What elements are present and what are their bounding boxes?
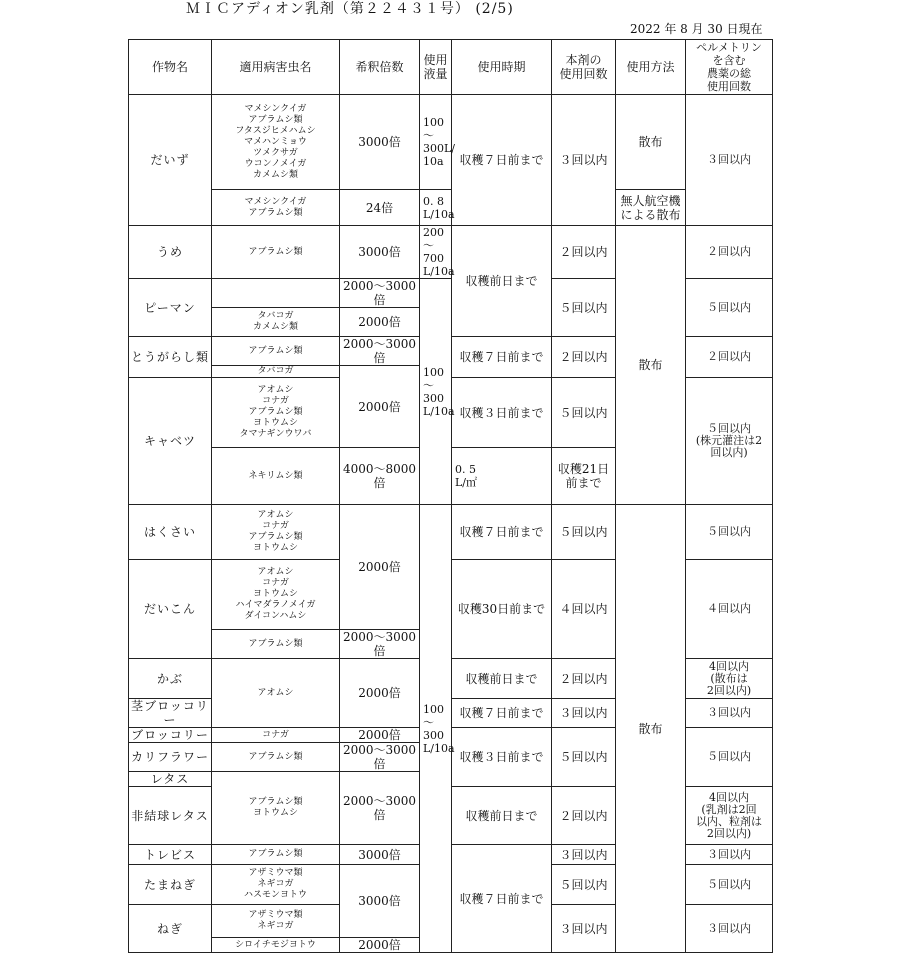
count-cell: ５回以内	[552, 728, 616, 787]
dilution-cell: 2000～3000倍	[340, 772, 420, 845]
count-cell: ５回以内	[552, 505, 616, 560]
pest-name: コナガ	[262, 729, 289, 740]
dilution-cell: 2000～3000倍	[340, 630, 420, 659]
pest-cell	[212, 659, 340, 728]
col-header-dilution: 希釈倍数	[340, 40, 420, 95]
timing-cell: 収穫前日まで	[452, 787, 552, 845]
timing-cell: 収穫21日前まで	[552, 448, 616, 505]
timing-cell: 収穫７日前まで	[452, 95, 552, 226]
crop-cell: カリフラワー	[129, 743, 212, 772]
pest-cell	[212, 938, 340, 953]
pest-name: ツメクサガ	[253, 147, 298, 158]
crop-cell: うめ	[129, 226, 212, 279]
method-cell: 散布	[616, 95, 686, 190]
dilution-cell: 3000倍	[340, 95, 420, 190]
total-count-cell: 4回以内 (乳剤は2回 以内、粒剤は 2回以内)	[686, 787, 773, 845]
dilution-cell: 24倍	[340, 190, 420, 226]
pest-name: シロイチモジヨトウ	[235, 939, 316, 950]
pest-name: アオムシ	[257, 687, 294, 698]
pest-cell	[212, 845, 340, 865]
pest-name: ネギコガ	[257, 921, 294, 931]
pest-name: アブラムシ類	[248, 532, 303, 542]
method-cell: 無人航空機 による散布	[616, 190, 686, 226]
total-count-cell: ３回以内	[686, 699, 773, 728]
pest-name: ヨトウムシ	[253, 543, 298, 553]
timing-cell: 収穫前日まで	[452, 659, 552, 699]
col-header-crop: 作物名	[129, 40, 212, 95]
timing-cell: 収穫７日前まで	[452, 699, 552, 728]
timing-cell: 収穫30日前まで	[452, 560, 552, 659]
pest-cell	[212, 378, 340, 448]
dilution-cell: 2000倍	[340, 505, 420, 630]
total-count-cell: ４回以内	[686, 560, 773, 659]
document-title: ＭＩＣアディオン乳剤（第２２４３１号） (2/5)	[186, 1, 514, 17]
volume-cell: 0. 8 L/10a	[420, 190, 452, 226]
col-header-method: 使用方法	[616, 40, 686, 95]
pest-name: ダイコンハムシ	[244, 611, 307, 621]
pest-name: コナガ	[262, 578, 289, 588]
pest-name: アザミウマ類	[248, 868, 303, 878]
pest-name: ヨトウムシ	[253, 808, 298, 818]
total-count-cell: ３回以内	[686, 95, 773, 226]
count-cell: ２回以内	[552, 337, 616, 378]
pest-cell	[212, 308, 340, 337]
pest-name: ハスモンヨトウ	[243, 890, 307, 900]
total-count-cell: ３回以内	[686, 905, 773, 953]
volume-cell: 0. 5 L/㎡	[452, 448, 552, 505]
dilution-cell: 2000～3000倍	[340, 743, 420, 772]
count-cell: ５回以内	[552, 378, 616, 448]
pest-name: アブラムシ類	[248, 246, 303, 257]
timing-cell: 収穫前日まで	[452, 226, 552, 337]
pest-cell	[212, 226, 340, 279]
pest-name: ヨトウムシ	[253, 418, 298, 428]
pest-name: カメムシ類	[252, 169, 298, 180]
timing-cell: 収穫７日前まで	[452, 505, 552, 560]
total-count-cell: ５回以内	[686, 865, 773, 905]
dilution-cell: 2000～3000倍	[340, 279, 420, 308]
pest-name: フタスジヒメハムシ	[235, 125, 316, 136]
pest-name: マメハンミョウ	[244, 136, 307, 147]
volume-cell: 100～ 300L/ 10a	[420, 95, 452, 190]
total-count-cell: ５回以内 (株元灌注は2 回以内)	[686, 378, 773, 505]
volume-cell: 100～ 300 L/10a	[420, 505, 452, 953]
pest-name: アブラムシ類	[248, 114, 303, 125]
count-cell: ４回以内	[552, 560, 616, 659]
dilution-cell: 4000～8000倍	[340, 448, 420, 505]
count-cell: ２回以内	[552, 787, 616, 845]
pest-cell	[212, 279, 340, 308]
pest-name: マメシンクイガ	[244, 196, 307, 207]
total-count-cell: ２回以内	[686, 337, 773, 378]
dilution-cell: 2000倍	[340, 308, 420, 337]
pest-name: アブラムシ類	[248, 797, 303, 807]
application-table	[128, 39, 773, 953]
volume-cell: 100～ 300 L/10a	[420, 279, 452, 505]
pest-cell	[212, 728, 340, 743]
col-header-volume: 使用 液量	[420, 40, 452, 95]
total-count-cell: ２回以内	[686, 226, 773, 279]
crop-cell: だいこん	[129, 560, 212, 659]
pest-name: カメムシ類	[252, 322, 298, 332]
method-cell: 散布	[616, 505, 686, 953]
pest-cell	[212, 905, 340, 938]
pest-name: アブラムシ類	[248, 345, 303, 356]
crop-cell: だいず	[129, 95, 212, 226]
pest-cell	[212, 865, 340, 905]
dilution-cell: 2000倍	[340, 366, 420, 448]
dilution-cell: 2000～3000倍	[340, 337, 420, 366]
crop-cell: たまねぎ	[129, 865, 212, 905]
dilution-cell: 3000倍	[340, 845, 420, 865]
crop-cell: キャベツ	[129, 378, 212, 505]
pest-name: アブラムシ類	[248, 638, 303, 649]
timing-cell: 収穫３日前まで	[452, 728, 552, 787]
pest-cell	[212, 630, 340, 659]
col-header-count: 本剤の 使用回数	[552, 40, 616, 95]
pest-name: ヨトウムシ	[253, 589, 298, 599]
count-cell: ５回以内	[552, 865, 616, 905]
crop-cell: ピーマン	[129, 279, 212, 337]
col-header-pest: 適用病害虫名	[212, 40, 340, 95]
pest-cell	[212, 448, 340, 505]
pest-name: マメシンクイガ	[244, 103, 307, 114]
pest-name: アザミウマ類	[248, 910, 303, 920]
pest-cell	[212, 366, 340, 378]
pest-name: タバコガ	[257, 311, 294, 321]
dilution-cell: 2000倍	[340, 659, 420, 728]
method-cell: 散布	[616, 226, 686, 505]
pest-cell	[212, 505, 340, 560]
count-cell: ３回以内	[552, 905, 616, 953]
pest-name: アオムシ	[257, 510, 294, 520]
pest-cell	[212, 560, 340, 630]
total-count-cell: 4回以内 (散布は 2回以内)	[686, 659, 773, 699]
total-count-cell: ５回以内	[686, 279, 773, 337]
crop-cell: とうがらし類	[129, 337, 212, 378]
pest-name: コナガ	[262, 521, 289, 531]
crop-cell: レタス	[129, 772, 212, 787]
pest-name: コナガ	[262, 396, 289, 406]
count-cell: ３回以内	[552, 95, 616, 226]
crop-cell: かぶ	[129, 659, 212, 699]
pest-name: アオムシ	[257, 385, 294, 395]
crop-cell: トレビス	[129, 845, 212, 865]
pest-name: ネギコガ	[257, 879, 294, 889]
count-cell: ２回以内	[552, 659, 616, 699]
col-header-total-count: ペルメトリン を含む 農薬の総 使用回数	[686, 40, 773, 95]
count-cell: ３回以内	[552, 845, 616, 865]
pest-cell	[212, 772, 340, 845]
pest-cell	[212, 337, 340, 366]
crop-cell: ねぎ	[129, 905, 212, 953]
pest-name: アブラムシ類	[248, 207, 303, 218]
volume-cell: 200～ 700 L/10a	[420, 226, 452, 279]
total-count-cell: ３回以内	[686, 845, 773, 865]
as-of-date: 2022 年 8 月 30 日現在	[630, 22, 763, 36]
pest-name: アオムシ	[257, 567, 294, 577]
pest-name: アブラムシ類	[248, 407, 303, 417]
pest-name: ネキリムシ類	[248, 470, 303, 481]
col-header-timing: 使用時期	[452, 40, 552, 95]
dilution-cell: 3000倍	[340, 226, 420, 279]
crop-cell: はくさい	[129, 505, 212, 560]
count-cell: ２回以内	[552, 226, 616, 279]
pest-name: タバコガ	[257, 366, 294, 376]
pest-name: アブラムシ類	[248, 849, 303, 859]
pest-name: タマナギンウワバ	[239, 429, 312, 439]
total-count-cell: ５回以内	[686, 505, 773, 560]
crop-cell: ブロッコリー	[129, 728, 212, 743]
timing-cell: 収穫７日前まで	[452, 337, 552, 378]
dilution-cell: 2000倍	[340, 938, 420, 953]
pest-name: ウコンノメイガ	[244, 158, 307, 169]
count-cell: ３回以内	[552, 699, 616, 728]
pest-cell	[212, 95, 340, 190]
dilution-cell: 3000倍	[340, 865, 420, 938]
pest-cell	[212, 190, 340, 226]
crop-cell: 茎ブロッコリ ー	[129, 699, 212, 728]
total-count-cell: ５回以内	[686, 728, 773, 787]
crop-cell: 非結球レタス	[129, 787, 212, 845]
pest-name: アブラムシ類	[248, 751, 303, 762]
pest-name: ハイマダラノメイガ	[235, 600, 316, 610]
timing-cell: 収穫３日前まで	[452, 378, 552, 448]
dilution-cell: 2000倍	[340, 728, 420, 743]
timing-cell: 収穫７日前まで	[452, 845, 552, 953]
count-cell: ５回以内	[552, 279, 616, 337]
pest-cell	[212, 743, 340, 772]
